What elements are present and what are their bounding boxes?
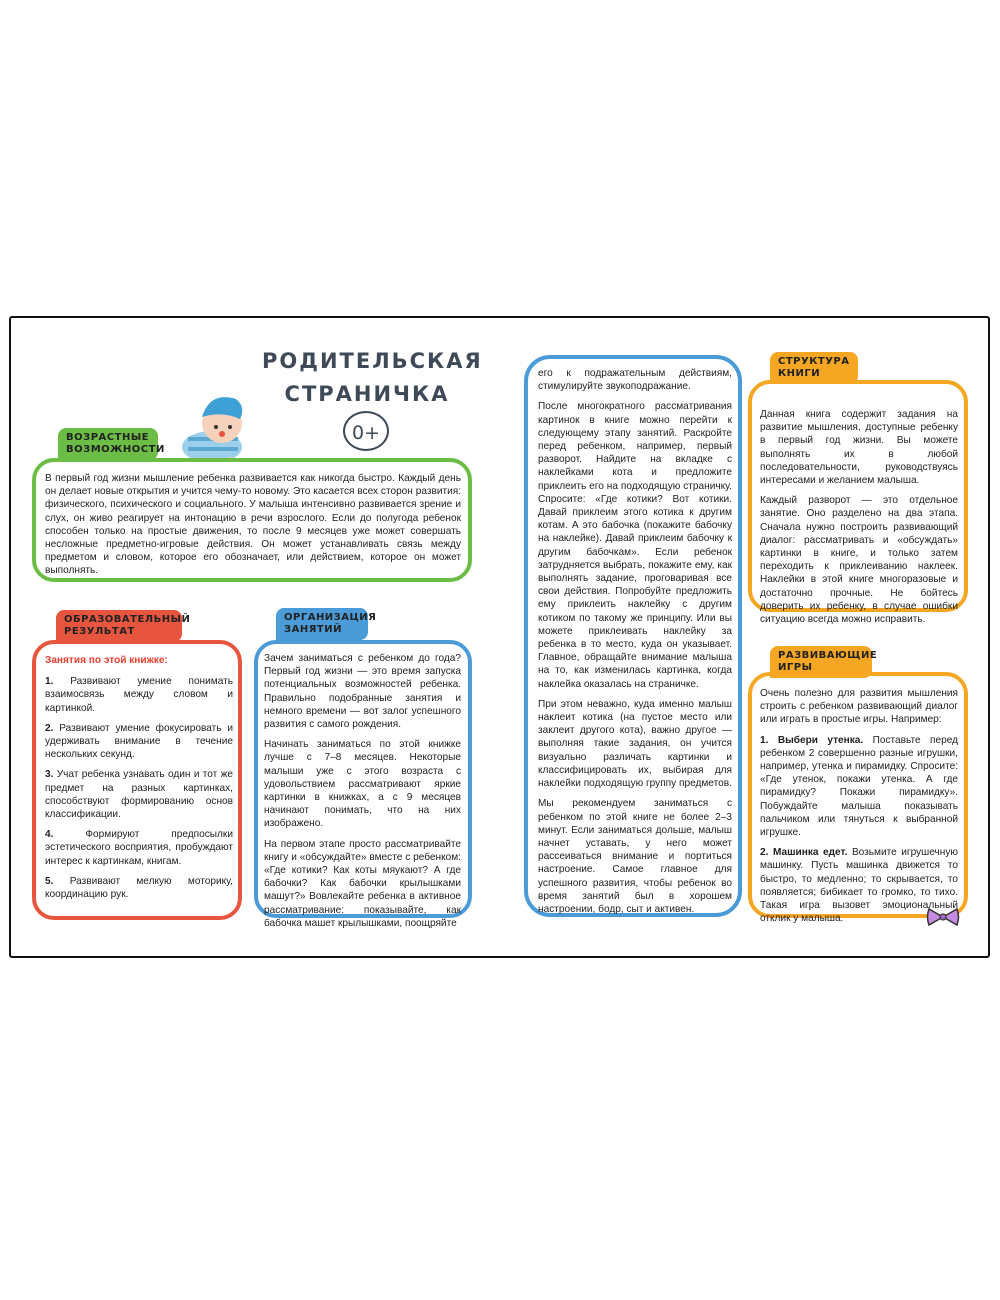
organization-label: ОРГАНИЗАЦИЯ ЗАНЯТИЙ — [276, 608, 368, 640]
baby-stripe — [188, 447, 238, 451]
result-item: 4. Формируют предпосылки эстетического восприятия, пробуждают интерес к картинкам, книгам. — [45, 829, 233, 867]
games-text: Очень полезно для развития мышления строить с ребенком развивающий диалог или играть в простые игры. Например: 1. Выбери утенка. Поставьте перед ребенком 2 совершенно разные игрушки, например, утенка и пирамидку. Спросите: «Где утенок, покажи утенка. А где пирамидку? Покажи пирамидку». Побуждайте малыша показывать пальчиком или тянуться к выбранной игрушке. 2. Машинка едет. Возьмите игрушечную машинку. Пусть машинка движется то быстро, то медленно; то скрывается, то появляется; бибикает то громко, то тихо. Такая игра вызовет эмоциональный отклик у малыша. — [760, 688, 958, 925]
abilities-text: В первый год жизни мышление ребенка развивается как никогда быстро. Каждый день он делает новые открытия и учится чему-то новому. Это касается всех сторон развития: физического, психического и социального. У малыша интенсивно развивается зрение и слух, он живо реагирует на интонацию в речи взрослого. Если до полугода ребенок способен только на простые движения, то после 9 месяцев уже может совершать несложные предметно-игровые действия. Он может устанавливать связь между предметом и словом, которое его обозначает, или действием, которое он может выполнять. — [45, 473, 461, 577]
bow-icon — [926, 906, 960, 928]
game-item: 1. Выбери утенка. Поставьте перед ребенком 2 совершенно разные игрушки, например, утенка и пирамидку. Спросите: «Где утенок, покажи утенка. А где пирамидку? Покажи пирамидку». Побуждайте малыша показывать пальчиком или тянуться к выбранной игрушке. — [760, 734, 958, 839]
page-title: РОДИТЕЛЬСКАЯ СТРАНИЧКА — [262, 349, 483, 406]
baby-mouth — [219, 431, 225, 437]
continuation-text: его к подражательным действиям, стимулируйте звукоподражание. После многократного рассматривания картинок в книге можно перейти к следующему этапу занятий. Раскройте перед ребенком, например, первый разворот. Найдите на вкладке с наклейками кота и предложите приклеить его на подходящую страничку. Спросите: «Где котики? Вот котики. Давай приклеим этого котика к другим котам. А это бабочка (покажите бабочку на наклейке). Давай приклеим бабочку к другим бабочкам». Если ребенок затрудняется выбрать, покажите ему, как выполнять задание, проговаривая все свои действия. Попробуйте предложить ему приклеить наклейку с другим котиком по такому же принципу. Или вы можете приклеивать наклейку за ребенка в то место, куда он указывает. Главное, обращайте внимание малыша на то, как изменилась картинка, когда наклейка оказалась на страничке. При этом неважно, куда именно малыш наклеит котика (на пустое место или заклеит другого кота), важно другое — выполняя такие задания, он учится визуально различать картинки и классифицировать их, выбирая для наклейки подходящую группу предметов. Мы рекомендуем заниматься с ребенком по этой книге не более 2–3 минут. Если заниматься дольше, малыш начнет уставать, у него может рассеиваться внимание и портиться настроение. Самое главное для успешного развития, чтобы ребенок во время занятий был в хорошем настроении, бодр, сыт и активен. — [538, 368, 732, 915]
baby-eye — [214, 425, 218, 429]
result-item: 5. Развивают мелкую моторику, координацию рук. — [45, 875, 233, 901]
game-item: 2. Машинка едет. Возьмите игрушечную машинку. Пусть машинка движется то быстро, то медленно; то скрывается, то появляется; бибикает то громко, то тихо. Такая игра вызовет эмоциональный отклик у малыша. — [760, 847, 958, 925]
games-label: РАЗВИВАЮЩИЕ ИГРЫ — [770, 646, 872, 678]
organization-text: Зачем заниматься с ребенком до года? Первый год жизни — это время запуска потенциальных возможностей ребенка. Правильно подобранные занятия и немного времени — вот залог успешного развития с самого рождения. Начинать заниматься по этой книжке лучше с 7–8 месяцев. Некоторые малыши уже с этого возраста с удовольствием рассматривают яркие картинки в книжках, а с 9 месяцев начинают понимать, что на них изображено. На первом этапе просто рассматривайте книгу и «обсуждайте» вместе с ребенком: «Где котики? Как коты мяукают? А где бабочки? Как бабочки крылышками машут?» Вовлекайте ребенка в активное рассматривание: показывайте, как бабочка машет крылышками, поощряйте — [264, 653, 461, 929]
result-item: 1. Развивают умение понимать взаимосвязь между словом и картинкой. — [45, 676, 233, 714]
age-badge: 0+ — [343, 411, 389, 451]
result-heading: Занятия по этой книжке: — [45, 655, 168, 666]
structure-label: СТРУКТУРА КНИГИ — [770, 352, 858, 384]
structure-text: Данная книга содержит задания на развитие мышления, доступные ребенку в первый год жизни. Вы можете выполнять их в любой последовательности, руководствуясь интересами и желанием малыша. Каждый разворот — это отдельное занятие. Оно разделено на два этапа. Сначала нужно построить развивающий диалог: рассматривать и «обсуждать» картинки в книге, и только затем переходить к приклеиванию наклеек. Наклейки в этой книге многоразовые и достаточно прочные. Не бойтесь доверить их ребенку, в случае ошибки ситуацию всегда можно исправить. — [760, 409, 958, 626]
result-text — [45, 654, 233, 908]
result-item: 3. Учат ребенка узнавать один и тот же предмет на разных картинках, способствуют формированию основ классификации. — [45, 769, 233, 821]
abilities-label: ВОЗРАСТНЫЕ ВОЗМОЖНОСТИ — [58, 428, 158, 460]
result-label: ОБРАЗОВАТЕЛЬНЫЙ РЕЗУЛЬТАТ — [56, 610, 182, 642]
result-item: 2. Развивают умение фокусировать и удерживать внимание в течение нескольких секунд. — [45, 722, 233, 761]
baby-eye — [228, 425, 232, 429]
